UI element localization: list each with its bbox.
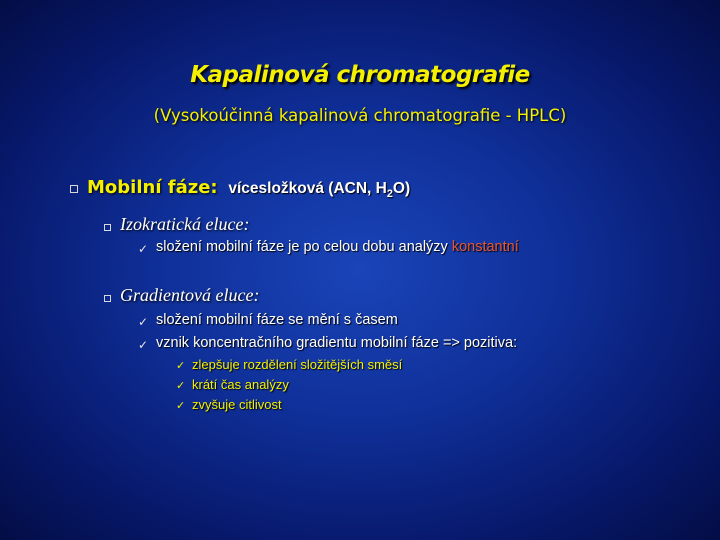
gradient-item: složení mobilní fáze se mění s časem [156,312,398,328]
square-bullet-icon [104,295,111,302]
square-bullet-icon [70,185,78,193]
slide-subtitle: (Vysokoúčinná kapalinová chromatografie - HPLC) [153,106,567,125]
checkmark-icon: ✓ [176,400,186,412]
isocratic-item: složení mobilní fáze je po celou dobu analýzy konstantní [156,239,519,255]
isocratic-highlight: konstantní [451,239,519,255]
checkmark-icon: ✓ [176,380,186,392]
checkmark-icon: ✓ [138,242,149,256]
positive-item: krátí čas analýzy [192,377,289,392]
gradient-item: vznik koncentračního gradientu mobilní fáze => pozitiva: [156,335,518,351]
checkmark-icon: ✓ [176,360,186,372]
positive-item: zlepšuje rozdělení složitějších směsí [192,357,403,372]
square-bullet-icon [104,224,111,231]
gradient-heading: Gradientová eluce: [120,285,260,305]
slide-title: Kapalinová chromatografie [190,62,530,88]
mobile-phase-value: vícesložková (ACN, $H_2O$) [228,180,411,201]
isocratic-heading: Izokratická eluce: [120,214,250,234]
mobile-phase-label: Mobilní fáze: [87,177,218,198]
mobile-phase-line [87,177,410,200]
checkmark-icon: ✓ [138,338,149,352]
positive-item: zvyšuje citlivost [192,397,282,412]
checkmark-icon: ✓ [138,315,149,329]
